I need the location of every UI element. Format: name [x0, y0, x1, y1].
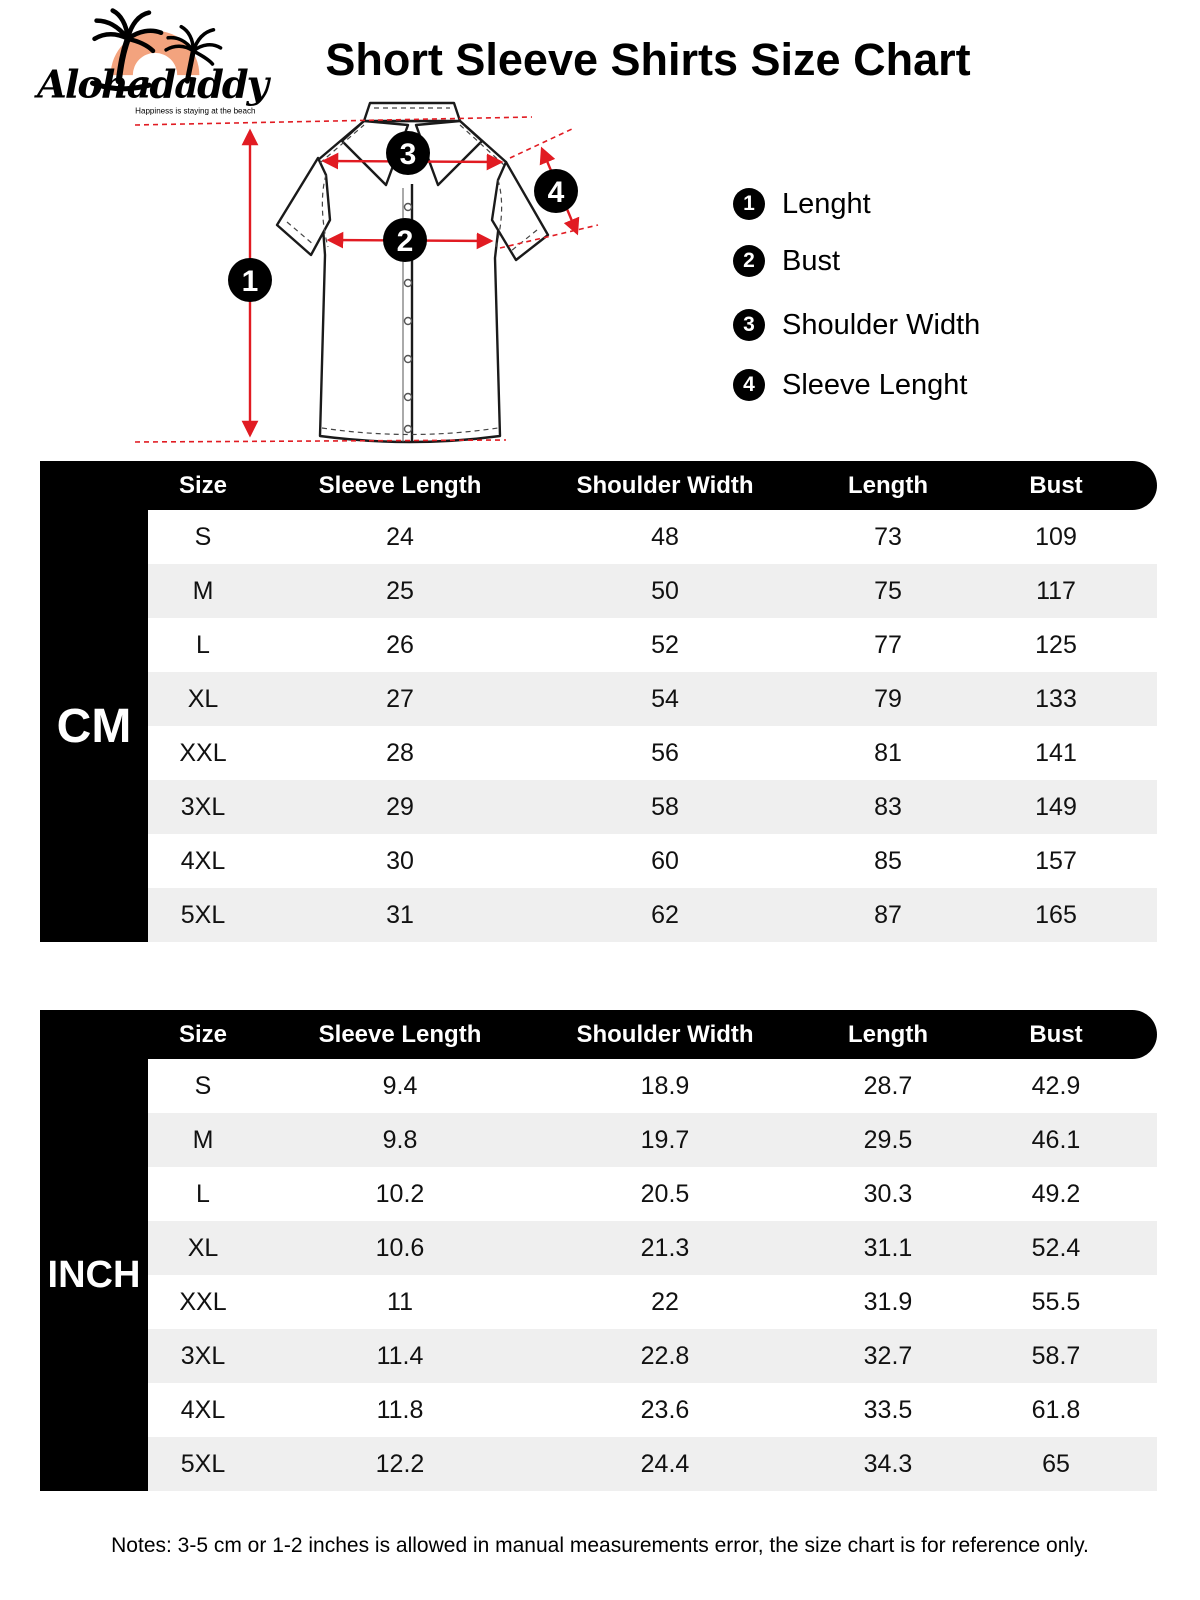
measurement-cell: 109	[1035, 522, 1077, 551]
table-header-row	[40, 461, 1157, 510]
measurement-cell: 22	[651, 1287, 679, 1316]
brand-tagline: Happiness is staying at the beach	[135, 106, 256, 116]
measurement-cell: 21.3	[640, 1233, 690, 1262]
measurement-cell: 75	[874, 576, 902, 605]
shirt-diagram-icon	[120, 95, 640, 455]
table-row	[148, 618, 1157, 672]
legend-num-3-icon: 3	[733, 309, 765, 341]
measurement-cell: 29.5	[863, 1125, 913, 1154]
measurement-cell: 30	[386, 846, 414, 875]
shirt-measurement-diagram	[120, 95, 640, 455]
measurement-cell: 32.7	[863, 1341, 913, 1370]
legend-num-2-icon: 2	[733, 245, 765, 277]
table-row	[148, 780, 1157, 834]
table-row	[148, 1329, 1157, 1383]
size-table-inch	[40, 1010, 1157, 1491]
measurement-cell: 58	[651, 792, 679, 821]
table-row	[148, 1437, 1157, 1491]
measurement-cell: 48	[651, 522, 679, 551]
table-row	[148, 1167, 1157, 1221]
marker-4: 4	[547, 176, 565, 209]
measurement-cell: 60	[651, 846, 679, 875]
size-cell: S	[194, 1071, 212, 1100]
measurement-cell: 22.8	[640, 1341, 690, 1370]
measurement-cell: 9.8	[382, 1125, 418, 1154]
measurement-cell: 79	[874, 684, 902, 713]
measurement-cell: 28.7	[863, 1071, 913, 1100]
table-row	[148, 564, 1157, 618]
size-cell: XL	[187, 1233, 219, 1262]
measurement-cell: 141	[1035, 738, 1077, 767]
table-row	[148, 888, 1157, 942]
column-header-length: Length	[848, 1020, 928, 1048]
measurement-cell: 54	[651, 684, 679, 713]
table-row	[148, 1059, 1157, 1113]
size-cell: 5XL	[180, 1449, 226, 1478]
table-row	[148, 1383, 1157, 1437]
legend-item-shoulder-width	[733, 308, 980, 342]
measurement-cell: 62	[651, 900, 679, 929]
measurement-cell: 18.9	[640, 1071, 690, 1100]
unit-label-cm: CM	[40, 510, 148, 942]
measurement-cell: 31	[386, 900, 414, 929]
legend-item-sleeve-length	[733, 368, 967, 402]
legend-label: Shoulder Width	[782, 308, 981, 341]
measurement-cell: 42.9	[1031, 1071, 1081, 1100]
measurement-cell: 52	[651, 630, 679, 659]
marker-1: 1	[241, 265, 259, 298]
column-header-shoulder-width: Shoulder Width	[576, 1020, 754, 1048]
measurement-cell: 73	[874, 522, 902, 551]
measurement-cell: 149	[1035, 792, 1077, 821]
legend-item-bust	[733, 244, 840, 278]
measurement-cell: 52.4	[1031, 1233, 1081, 1262]
size-cell: XXL	[179, 738, 227, 767]
measurement-cell: 10.2	[375, 1179, 425, 1208]
measurement-cell: 117	[1036, 576, 1076, 605]
column-header-shoulder-width: Shoulder Width	[576, 471, 754, 499]
measurement-cell: 49.2	[1031, 1179, 1081, 1208]
measurement-cell: 28	[386, 738, 414, 767]
table-row	[148, 510, 1157, 564]
notes-text: Notes: 3-5 cm or 1-2 inches is allowed in manual measurements error, the size chart is for reference only.	[111, 1534, 1089, 1557]
size-cell: XXL	[179, 1287, 227, 1316]
size-cell: L	[196, 630, 210, 659]
measurement-cell: 10.6	[375, 1233, 425, 1262]
measurement-cell: 19.7	[640, 1125, 690, 1154]
legend-label: Sleeve Lenght	[782, 368, 968, 401]
size-cell: L	[196, 1179, 210, 1208]
measurement-cell: 77	[874, 630, 902, 659]
measurement-cell: 12.2	[375, 1449, 425, 1478]
measurement-cell: 81	[874, 738, 902, 767]
table-body	[40, 1059, 1157, 1491]
measurement-cell: 85	[874, 846, 902, 875]
measurement-cell: 61.8	[1031, 1395, 1081, 1424]
measurement-cell: 55.5	[1031, 1287, 1081, 1316]
measurement-cell: 83	[874, 792, 902, 821]
size-cell: 4XL	[180, 1395, 226, 1424]
size-cell: 3XL	[180, 792, 226, 821]
measurement-cell: 26	[386, 630, 414, 659]
measurement-cell: 31.1	[863, 1233, 913, 1262]
size-cell: M	[192, 576, 214, 605]
size-cell: 3XL	[180, 1341, 226, 1370]
measurement-cell: 34.3	[863, 1449, 913, 1478]
unit-label-inch: INCH	[40, 1059, 148, 1491]
size-cell: 4XL	[180, 846, 226, 875]
measurement-cell: 29	[386, 792, 414, 821]
measurement-cell: 157	[1035, 846, 1077, 875]
legend-label: Lenght	[782, 187, 871, 220]
table-row	[148, 1221, 1157, 1275]
column-header-sleeve-length: Sleeve Length	[318, 471, 482, 499]
measurement-cell: 125	[1035, 630, 1077, 659]
measurement-cell: 11.8	[376, 1395, 424, 1424]
table-row	[148, 834, 1157, 888]
table-row	[148, 1113, 1157, 1167]
measurement-cell: 65	[1042, 1449, 1070, 1478]
measurement-cell: 50	[651, 576, 679, 605]
table-header-row	[40, 1010, 1157, 1059]
measurement-cell: 11	[387, 1287, 413, 1316]
legend-item-length	[733, 187, 871, 221]
marker-3: 3	[399, 138, 417, 171]
size-cell: M	[192, 1125, 214, 1154]
measurement-cell: 30.3	[863, 1179, 913, 1208]
measurement-cell: 165	[1035, 900, 1077, 929]
measurement-cell: 9.4	[382, 1071, 418, 1100]
table-body	[40, 510, 1157, 942]
table-rows	[148, 510, 1157, 942]
measurement-cell: 27	[386, 684, 414, 713]
measurement-cell: 133	[1035, 684, 1077, 713]
measurement-cell: 31.9	[863, 1287, 913, 1316]
column-header-sleeve-length: Sleeve Length	[318, 1020, 482, 1048]
marker-2: 2	[396, 225, 414, 258]
size-table-cm	[40, 461, 1157, 942]
measurement-cell: 23.6	[640, 1395, 690, 1424]
measurement-cell: 58.7	[1031, 1341, 1081, 1370]
size-cell: 5XL	[180, 900, 226, 929]
table-row	[148, 1275, 1157, 1329]
legend-label: Bust	[782, 244, 841, 277]
legend-num-1-icon: 1	[733, 188, 765, 220]
measurement-cell: 33.5	[863, 1395, 913, 1424]
column-header-size: Size	[178, 471, 228, 499]
brand-name: Alohadaddy	[37, 62, 267, 108]
measurement-cell: 20.5	[640, 1179, 690, 1208]
column-header-size: Size	[178, 1020, 228, 1048]
table-rows	[148, 1059, 1157, 1491]
size-cell: S	[194, 522, 212, 551]
column-header-length: Length	[848, 471, 928, 499]
measurement-cell: 46.1	[1031, 1125, 1081, 1154]
measurement-cell: 87	[874, 900, 902, 929]
legend-num-4-icon: 4	[733, 369, 765, 401]
page-title: Short Sleeve Shirts Size Chart	[325, 34, 971, 85]
measurement-cell: 11.4	[376, 1341, 424, 1370]
size-cell: XL	[187, 684, 219, 713]
measurement-legend	[733, 183, 1073, 423]
column-header-bust: Bust	[1029, 471, 1083, 499]
column-header-bust: Bust	[1029, 1020, 1083, 1048]
measurement-cell: 24.4	[640, 1449, 690, 1478]
measurement-cell: 25	[386, 576, 414, 605]
measurement-cell: 24	[386, 522, 414, 551]
measurement-cell: 56	[651, 738, 679, 767]
table-row	[148, 672, 1157, 726]
table-row	[148, 726, 1157, 780]
